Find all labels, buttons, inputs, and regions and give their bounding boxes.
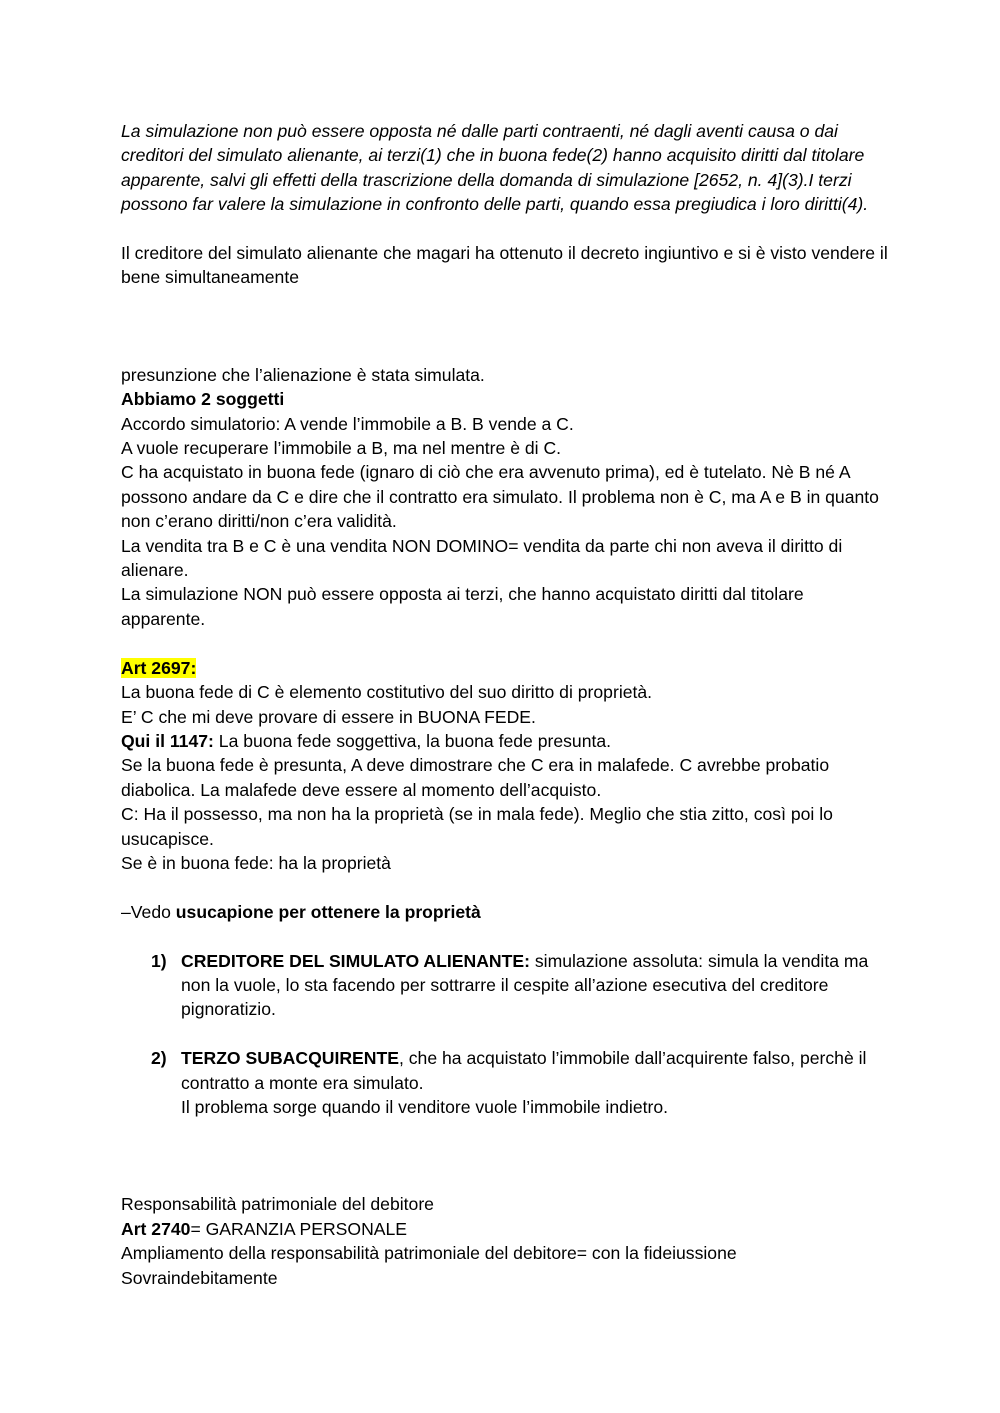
spacer (121, 875, 891, 899)
vedo-line: –Vedo usucapione per ottenere la proprietà (121, 901, 481, 922)
list-number: 1) (151, 950, 167, 971)
spacer (121, 1022, 891, 1046)
body-line: Accordo simulatorio: A vende l’immobile a B. B vende a C. (121, 413, 574, 434)
art-2697-heading (121, 656, 891, 680)
article-quote: La simulazione non può essere opposta né dalle parti contraenti, né dagli aventi causa o dai creditori del simulato alienante, ai terzi(1) che in buona fede(2) hanno acquisito diritti dal titolare apparente, salvi gli effetti della trascrizione della domanda di simulazione [2652, n. 4](3).I terzi possono far valere la simulazione in confronto delle parti, quando essa pregiudica i loro diritti(4). (121, 121, 869, 215)
presumption-line: presunzione che l’alienazione è stata simulata. (121, 364, 485, 385)
list-item: 2) TERZO SUBACQUIRENTE, che ha acquistato l’immobile dall’acquirente falso, perchè il contratto a monte era simulato. Il problema sorge quando il venditore vuole l’immobile indietro. (151, 1048, 867, 1117)
creditor-paragraph: Il creditore del simulato alienante che magari ha ottenuto il decreto ingiuntivo e si è visto vendere il bene simultaneamente (121, 243, 888, 288)
body-line: E’ C che mi deve provare di essere in BUONA FEDE. (121, 706, 536, 727)
list-number: 2) (151, 1048, 167, 1069)
subjects-heading: Abbiamo 2 soggetti (121, 389, 285, 410)
body-line: Se è in buona fede: ha la proprietà (121, 852, 391, 873)
list-item: 1) CREDITORE DEL SIMULATO ALIENANTE: simulazione assoluta: simula la vendita ma non la vuole, lo sta facendo per sottrarre il cespite all’azione esecutiva del creditore pignoratizio. (151, 950, 869, 1020)
art-2740-line: Art 2740= GARANZIA PERSONALE (121, 1218, 408, 1239)
spacer (121, 924, 891, 948)
spacer (121, 631, 891, 655)
spacer (121, 290, 891, 363)
list-item-bold: TERZO SUBACQUIRENTE (181, 1048, 399, 1069)
body-line: C ha acquistato in buona fede (ignaro di ciò che era avvenuto prima), ed è tutelato. Nè B né A possono andare da C e dire che il contratto era simulato. Il problema non è C, ma A e B in quanto non c’erano diritti/non c’era validità. (121, 462, 879, 532)
list-item-bold: CREDITORE DEL SIMULATO ALIENANTE: (181, 950, 530, 971)
body-line: C: Ha il possesso, ma non ha la proprietà (se in mala fede). Meglio che stia zitto, così poi lo usucapisce. (121, 804, 833, 849)
bold-lead: Qui il 1147: (121, 730, 214, 751)
body-line: Sovraindebitamente (121, 1267, 278, 1288)
body-line: La buona fede di C è elemento costitutivo del suo diritto di proprietà. (121, 682, 653, 703)
body-line: Responsabilità patrimoniale del debitore (121, 1194, 434, 1215)
numbered-list (121, 949, 891, 1120)
body-line: Ampliamento della responsabilità patrimoniale del debitore= con la fideiussione (121, 1243, 737, 1264)
body-line: La vendita tra B e C è una vendita NON DOMINO= vendita da parte chi non aveva il diritto di alienare. (121, 535, 843, 581)
spacer (121, 217, 891, 241)
list-item-extra: Il problema sorge quando il venditore vuole l’immobile indietro. (181, 1096, 669, 1117)
highlighted-heading: Art 2697: (121, 657, 197, 678)
body-line: A vuole recuperare l’immobile a B, ma nel mentre è di C. (121, 438, 562, 459)
body-line: Qui il 1147: La buona fede soggettiva, la buona fede presunta. (121, 730, 612, 751)
spacer (121, 1119, 891, 1192)
document-page (121, 119, 891, 1290)
body-line: La simulazione NON può essere opposta ai terzi, che hanno acquistato diritti dal titolare apparente. (121, 584, 804, 629)
body-line: Se la buona fede è presunta, A deve dimostrare che C era in malafede. C avrebbe probatio diabolica. La malafede deve essere al momento dell’acquisto. (121, 755, 830, 800)
